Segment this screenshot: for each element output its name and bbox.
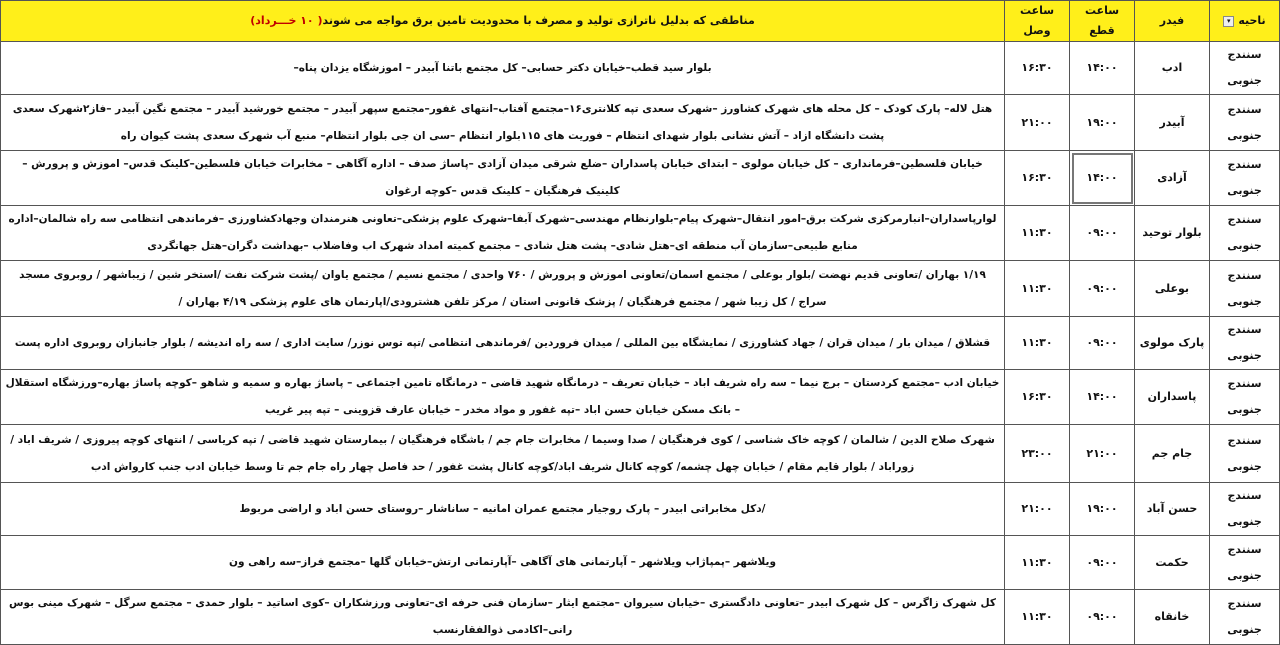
region-cell[interactable]: سنندج جنوبی [1210,370,1280,425]
region-cell[interactable]: سنندج جنوبی [1210,317,1280,370]
region-cell[interactable]: سنندج جنوبی [1210,483,1280,536]
cut-time-cell[interactable]: ۱۴:۰۰ [1070,151,1135,206]
table-row [1,370,1280,425]
cut-time-cell[interactable]: ۱۴:۰۰ [1070,42,1135,95]
connect-time-cell[interactable]: ۲۱:۰۰ [1005,483,1070,536]
areas-cell[interactable]: /دکل مخابراتی ابیدر – پارک روجیار مجتمع عمران امانیه – ساناشار –روستای حسن اباد و اراضی مربوط [1,483,1005,536]
table-row [1,42,1280,95]
region-cell[interactable]: سنندج جنوبی [1210,261,1280,317]
table-row [1,261,1280,317]
areas-cell[interactable]: شهرک صلاح الدین / شالمان / کوچه خاک شناسی / کوی فرهنگیان / صدا وسیما / مخابرات جام جم / باشگاه فرهنگیان / بیمارستان شهید قاضی / تپه کریاسی / انتهای کوچه پیروزی / شریف اباد / زوراباد / بلوار قایم مقام / خیابان چهل چشمه/ کوچه کانال شریف اباد/کوچه کانال پشت غفور / حد فاصل چهار راه جام جم تا وسط خیابان ادب جنب کارواش ادب [1,425,1005,483]
region-cell[interactable]: سنندج جنوبی [1210,590,1280,645]
feeder-cell[interactable]: آزادی [1135,151,1210,206]
date-label: ( ۱۰ خـــرداد) [250,14,323,27]
cut-time-cell[interactable]: ۱۹:۰۰ [1070,95,1135,151]
cut-time-cell[interactable]: ۱۴:۰۰ [1070,370,1135,425]
connect-time-cell[interactable]: ۲۳:۰۰ [1005,425,1070,483]
table-row [1,425,1280,483]
col-feeder: فیدر [1135,1,1210,42]
table-title: مناطقی که بدلیل ناترازی تولید و مصرف با محدودیت تامین برق مواجه می شوند [322,14,755,27]
col-cut-time: ساعت قطع [1070,1,1135,42]
col-areas [1,1,1005,42]
feeder-cell[interactable]: پارک مولوی [1135,317,1210,370]
connect-time-cell[interactable]: ۱۱:۳۰ [1005,536,1070,590]
table-row [1,590,1280,645]
cut-time-cell[interactable]: ۰۹:۰۰ [1070,317,1135,370]
cut-time-cell[interactable]: ۰۹:۰۰ [1070,590,1135,645]
cut-time-cell[interactable]: ۲۱:۰۰ [1070,425,1135,483]
feeder-cell[interactable]: حکمت [1135,536,1210,590]
col-region[interactable]: ناحیه▾ [1210,1,1280,42]
feeder-cell[interactable]: پاسداران [1135,370,1210,425]
connect-time-cell[interactable]: ۱۶:۳۰ [1005,42,1070,95]
connect-time-cell[interactable]: ۱۱:۳۰ [1005,317,1070,370]
connect-time-cell[interactable]: ۱۱:۳۰ [1005,206,1070,261]
region-cell[interactable]: سنندج جنوبی [1210,151,1280,206]
feeder-cell[interactable]: بوعلی [1135,261,1210,317]
region-cell[interactable]: سنندج جنوبی [1210,95,1280,151]
feeder-cell[interactable]: بلوار توحید [1135,206,1210,261]
cut-time-cell[interactable]: ۰۹:۰۰ [1070,261,1135,317]
region-cell[interactable]: سنندج جنوبی [1210,536,1280,590]
col-connect-time: ساعت وصل [1005,1,1070,42]
areas-cell[interactable]: کل شهرک زاگرس – کل شهرک ابیدر –تعاونی دادگستری –خیابان سیروان –مجتمع ایثار –سازمان فنی حرفه ای–تعاونی ورزشکاران –کوی اساتید – بلوار حمدی – مجتمع سرگل – شهرک مینی بوس رانی–اکادمی ذوالفقارنسب [1,590,1005,645]
header-row [1,1,1280,42]
connect-time-cell[interactable]: ۱۱:۳۰ [1005,590,1070,645]
cut-time-cell[interactable]: ۰۹:۰۰ [1070,536,1135,590]
table-row [1,151,1280,206]
connect-time-cell[interactable]: ۱۶:۳۰ [1005,151,1070,206]
areas-cell[interactable]: ویلاشهر –پمپاژاب ویلاشهر – آپارتمانی های آگاهی –آپارتمانی ارتش–خیابان گلها –مجتمع فراز–سه راهی ون [1,536,1005,590]
connect-time-cell[interactable]: ۱۱:۳۰ [1005,261,1070,317]
areas-cell[interactable]: خیابان ادب –مجتمع کردستان – برج نیما – سه راه شریف اباد – خیابان تعریف – درمانگاه شهید قاضی – درمانگاه تامین اجتماعی – پاساژ بهاره و سمیه و شاهو –کوچه پاساژ بهاره–ورزشگاه استقلال – بانک مسکن خیابان حسن اباد –تپه غفور و مواد مخدر – خیابان عارف قزوینی – تپه پیر غریب [1,370,1005,425]
areas-cell[interactable]: ۱/۱۹ بهاران /تعاونی قدیم نهضت /بلوار بوعلی / مجتمع اسمان/تعاونی اموزش و پرورش / ۷۶۰ واحدی / مجتمع نسیم / مجتمع یاوان /پشت شرکت نفت /استخر شین / زیباشهر / روبروی مسجد سراج / کل زیبا شهر / مجتمع فرهنگیان / پزشک قانونی استان / مرکز تلفن هشترودی/اپارتمان های علوم پزشکی ۴/۱۹ بهاران / [1,261,1005,317]
filter-icon[interactable]: ▾ [1223,16,1234,27]
areas-cell[interactable]: بلوار سید قطب–خیابان دکتر حسابی– کل مجتمع باتنا آبیدر – اموزشگاه یزدان پناه– [1,42,1005,95]
areas-cell[interactable]: خیابان فلسطین–فرمانداری – کل خیابان مولوی – ابتدای خیابان پاسداران –ضلع شرقی میدان آزادی –پاساژ صدف – اداره آگاهی – مخابرات خیابان فلسطین–کلینک قدس– اموزش و پرورش – کلینیک فرهنگیان – کلینک قدس –کوچه ارغوان [1,151,1005,206]
table-row [1,536,1280,590]
region-cell[interactable]: سنندج جنوبی [1210,206,1280,261]
feeder-cell[interactable]: ادب [1135,42,1210,95]
table-row [1,95,1280,151]
areas-cell[interactable]: هتل لاله– پارک کودک – کل محله های شهرک کشاورز –شهرک سعدی تپه کلانتری۱۶–مجتمع آفتاب–انتهای غفور–مجتمع سپهر آبیدر – مجتمع خورشید آبیدر – مجتمع نگین آبیدر –فاز۲شهرک سعدی پشت دانشگاه ازاد – آتش نشانی بلوار شهدای انتظام – فوریت های ۱۱۵بلوار انتظام –سی ان جی بلوار انتظام– منبع آب شهرک سعدی پشت کیوان راه [1,95,1005,151]
cut-time-cell[interactable]: ۱۹:۰۰ [1070,483,1135,536]
feeder-cell[interactable]: خانقاه [1135,590,1210,645]
feeder-cell[interactable]: آبیدر [1135,95,1210,151]
feeder-cell[interactable]: جام جم [1135,425,1210,483]
areas-cell[interactable]: قشلاق / میدان بار / میدان قران / جهاد کشاورزی / نمایشگاه بین المللی / میدان فروردین /فرماندهی انتظامی /تپه توس نوزر/ سایت اداری / سه راه اندیشه / بلوار جانبازان روبروی اداره پست [1,317,1005,370]
table-row [1,317,1280,370]
region-cell[interactable]: سنندج جنوبی [1210,42,1280,95]
table-row [1,483,1280,536]
connect-time-cell[interactable]: ۲۱:۰۰ [1005,95,1070,151]
feeder-cell[interactable]: حسن آباد [1135,483,1210,536]
connect-time-cell[interactable]: ۱۶:۳۰ [1005,370,1070,425]
region-cell[interactable]: سنندج جنوبی [1210,425,1280,483]
table-row [1,206,1280,261]
cut-time-cell[interactable]: ۰۹:۰۰ [1070,206,1135,261]
areas-cell[interactable]: لوارپاسداران–انبارمرکزی شرکت برق–امور انتقال–شهرک پیام–بلوارنظام مهندسی–شهرک آبفا–شهرک علوم پزشکی–تعاونی هنرمندان وجهادکشاورزی –فرماندهی انتظامی سه راه شالمان–اداره منابع طبیعی–سازمان آب منطقه ای–هتل شادی– پشت هتل شادی – مجتمع کمیته امداد شهرک اب وفاضلاب –بهداشت دگران–هتل جهانگردی [1,206,1005,261]
